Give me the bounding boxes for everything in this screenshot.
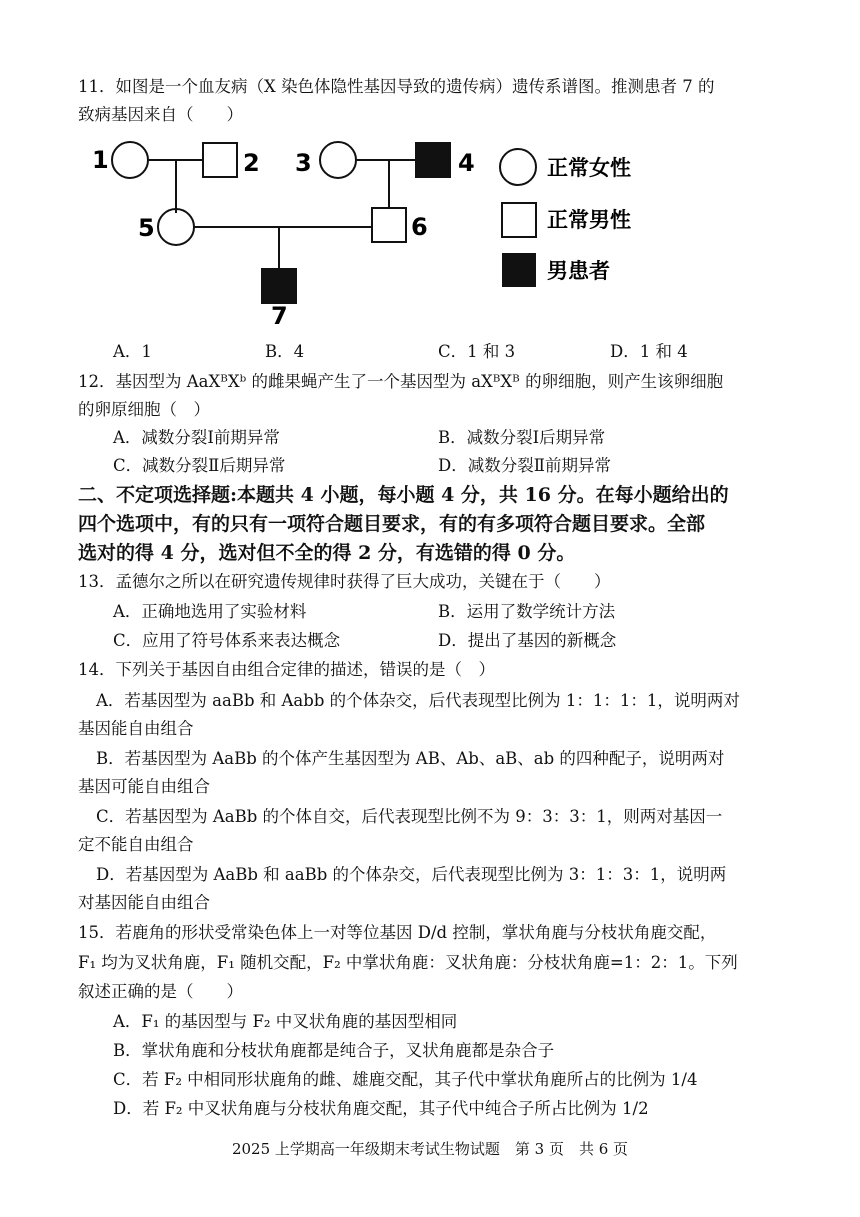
individual-1-normal-female	[112, 142, 148, 178]
q12-option-d[interactable]: D．减数分裂Ⅱ前期异常	[438, 456, 611, 475]
q14-option-b-line2: 基因可能自由组合	[78, 777, 210, 796]
q11-option-a[interactable]: A．1	[113, 342, 152, 361]
q14-option-d-line1[interactable]: D．若基因型为 AaBb 和 aaBb 的个体杂交，后代表现型比例为 3：1：3：1，说明两	[96, 865, 727, 884]
legend-affected-male-label: 男患者	[547, 259, 610, 283]
q15-option-c[interactable]: C．若 F₂ 中相同形状鹿角的雌、雄鹿交配，其子代中掌状角鹿所占的比例为 1/4	[113, 1070, 698, 1089]
q15-stem-line1: 15．若鹿角的形状受常染色体上一对等位基因 D/d 控制，掌状角鹿与分枝状角鹿交配，	[78, 923, 717, 942]
q15-option-b[interactable]: B．掌状角鹿和分枝状角鹿都是纯合子，叉状角鹿都是杂合子	[113, 1041, 555, 1060]
pedigree-chart	[80, 135, 660, 330]
q15-option-d[interactable]: D．若 F₂ 中叉状角鹿与分枝状角鹿交配，其子代中纯合子所占比例为 1/2	[113, 1099, 649, 1118]
q13-option-b[interactable]: B．运用了数学统计方法	[438, 602, 616, 621]
q13-option-d[interactable]: D．提出了基因的新概念	[438, 631, 617, 650]
label-1: 1	[92, 146, 109, 174]
section2-instructions-line3: 选对的得 4 分，选对但不全的得 2 分，有选错的得 0 分。	[78, 542, 576, 564]
individual-2-normal-male	[203, 143, 237, 177]
q12-stem-line1: 12．基因型为 AaXᴮXᵇ 的雌果蝇产生了一个基因型为 aXᴮXᴮ 的卵细胞，则产生该卵细胞	[78, 372, 724, 391]
q15-option-a[interactable]: A．F₁ 的基因型与 F₂ 中叉状角鹿的基因型相同	[113, 1012, 458, 1031]
page-footer: 2025 上学期高一年级期末考试生物试题 第 3 页 共 6 页	[231, 1140, 629, 1158]
q12-stem-line2: 的卵原细胞（ ）	[78, 400, 210, 419]
q11-option-d[interactable]: D．1 和 4	[610, 342, 688, 361]
q11-option-c[interactable]: C．1 和 3	[438, 342, 516, 361]
label-2: 2	[243, 149, 260, 177]
q14-option-a-line2: 基因能自由组合	[78, 719, 194, 738]
q12-option-a[interactable]: A．减数分裂Ⅰ前期异常	[113, 428, 280, 447]
legend-male-label: 正常男性	[547, 208, 631, 232]
q13-stem: 13．孟德尔之所以在研究遗传规律时获得了巨大成功，关键在于（ ）	[78, 572, 611, 591]
q14-option-b-line1[interactable]: B．若基因型为 AaBb 的个体产生基因型为 AB、Ab、aB、ab 的四种配子，说明两对	[96, 749, 725, 768]
label-7: 7	[271, 302, 288, 330]
individual-7-affected-male	[262, 269, 296, 303]
q13-option-a[interactable]: A．正确地选用了实验材料	[113, 602, 307, 621]
q12-option-c[interactable]: C．减数分裂Ⅱ后期异常	[113, 456, 286, 475]
legend-female-label: 正常女性	[547, 156, 631, 180]
q12-option-b[interactable]: B．减数分裂Ⅰ后期异常	[438, 428, 606, 447]
q11-option-b[interactable]: B．4	[265, 342, 305, 361]
q15-stem-line2: F₁ 均为叉状角鹿，F₁ 随机交配，F₂ 中掌状角鹿：叉状角鹿：分枝状角鹿=1：2：1。下列	[78, 953, 738, 972]
q14-option-a-line1[interactable]: A．若基因型为 aaBb 和 Aabb 的个体杂交，后代表现型比例为 1：1：1：1，说明两对	[96, 691, 740, 710]
q13-option-c[interactable]: C．应用了符号体系来表达概念	[113, 631, 341, 650]
section2-instructions-line1: 二、不定项选择题:本题共 4 小题，每小题 4 分，共 16 分。在每小题给出的	[78, 484, 729, 506]
individual-6-normal-male	[372, 208, 406, 242]
q14-stem: 14．下列关于基因自由组合定律的描述，错误的是（ ）	[78, 660, 495, 679]
label-5: 5	[138, 214, 155, 242]
individual-5-normal-female	[158, 209, 194, 245]
label-4: 4	[458, 149, 475, 177]
legend-male-symbol	[502, 203, 536, 237]
q14-option-d-line2: 对基因能自由组合	[78, 893, 210, 912]
section2-instructions-line2: 四个选项中，有的只有一项符合题目要求，有的有多项符合题目要求。全部	[78, 513, 706, 535]
label-6: 6	[411, 213, 428, 241]
q14-option-c-line1[interactable]: C．若基因型为 AaBb 的个体自交，后代表现型比例不为 9：3：3：1，则两对基因一	[96, 807, 723, 826]
legend-female-symbol	[500, 149, 536, 185]
q11-stem-line2: 致病基因来自（ ）	[78, 105, 243, 124]
individual-3-normal-female	[320, 142, 356, 178]
legend-affected-male-symbol	[502, 253, 536, 287]
q15-stem-line3: 叙述正确的是（ ）	[78, 982, 243, 1001]
q11-stem-line1: 11．如图是一个血友病（X 染色体隐性基因导致的遗传病）遗传系谱图。推测患者 7 的	[78, 77, 715, 96]
individual-4-affected-male	[416, 143, 450, 177]
label-3: 3	[295, 149, 312, 177]
q14-option-c-line2: 定不能自由组合	[78, 835, 194, 854]
